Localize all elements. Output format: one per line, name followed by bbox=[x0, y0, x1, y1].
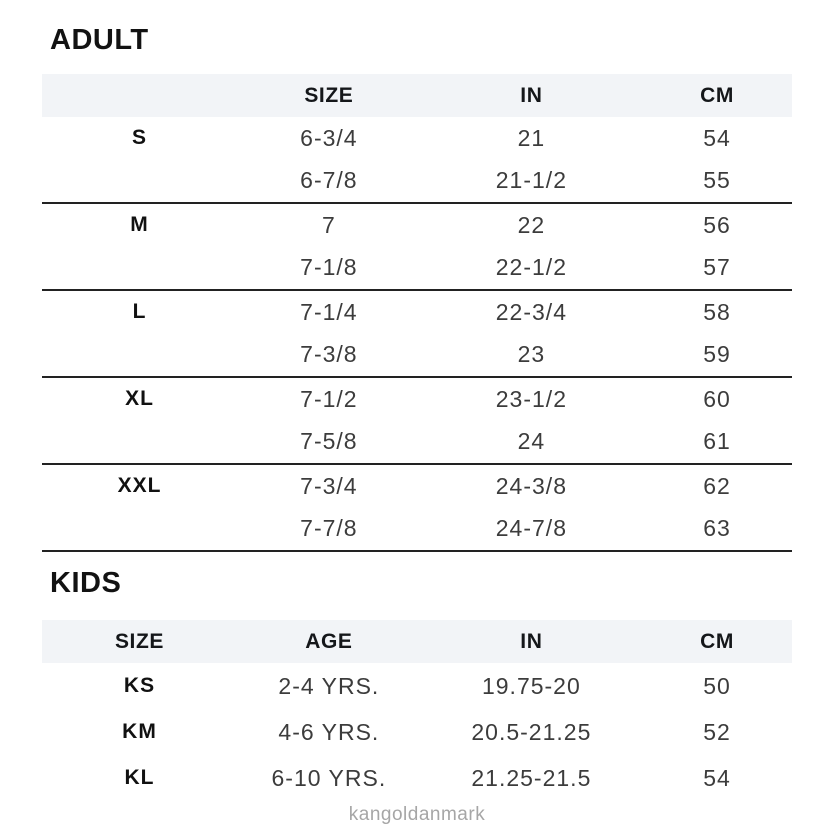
cell-cm: 57 bbox=[703, 254, 731, 281]
cell-in: 22-3/4 bbox=[495, 298, 567, 325]
adult-group-xxl bbox=[42, 465, 792, 552]
cell-cm: 56 bbox=[703, 211, 731, 238]
table-row bbox=[42, 204, 792, 247]
size-label: L bbox=[132, 300, 147, 324]
cell-in: 20.5-21.25 bbox=[471, 718, 592, 745]
table-row bbox=[42, 334, 792, 377]
cell-cm: 50 bbox=[703, 672, 731, 699]
cell-cm: 54 bbox=[703, 124, 731, 151]
table-row bbox=[42, 378, 792, 421]
cell-cm: 59 bbox=[703, 341, 731, 368]
size-label: M bbox=[130, 213, 149, 237]
cell-size: 7-1/8 bbox=[300, 254, 358, 281]
cell-in: 22-1/2 bbox=[495, 254, 567, 281]
cell-in: 19.75-20 bbox=[481, 672, 581, 699]
brand-watermark: kangoldanmark bbox=[348, 804, 486, 825]
cell-cm: 63 bbox=[703, 515, 731, 542]
cell-in: 24-7/8 bbox=[495, 515, 567, 542]
adult-group-l bbox=[42, 291, 792, 378]
cell-in: 23-1/2 bbox=[495, 385, 567, 412]
kids-header-cm: CM bbox=[700, 629, 734, 653]
cell-size: 7-7/8 bbox=[300, 515, 358, 542]
cell-in: 21 bbox=[517, 124, 546, 151]
kids-size-table bbox=[42, 620, 792, 801]
cell-cm: 55 bbox=[703, 167, 731, 194]
size-label: KS bbox=[123, 674, 156, 697]
adult-group-xl bbox=[42, 378, 792, 465]
cell-cm: 60 bbox=[703, 385, 731, 412]
table-row bbox=[42, 465, 792, 508]
table-row bbox=[42, 291, 792, 334]
kids-header-in: IN bbox=[520, 629, 543, 653]
cell-cm: 54 bbox=[703, 764, 731, 791]
cell-age: 4-6 YRS. bbox=[278, 718, 380, 745]
kids-table-header-row bbox=[42, 620, 792, 663]
size-label: S bbox=[131, 126, 147, 150]
adult-header-size: SIZE bbox=[304, 83, 354, 107]
kids-header-age: AGE bbox=[305, 629, 353, 653]
cell-cm: 52 bbox=[703, 718, 731, 745]
size-label: KL bbox=[124, 766, 155, 789]
cell-size: 7-1/4 bbox=[300, 298, 358, 325]
adult-group-s bbox=[42, 117, 792, 204]
cell-in: 21-1/2 bbox=[495, 167, 567, 194]
cell-size: 7-1/2 bbox=[300, 385, 358, 412]
table-row bbox=[42, 117, 792, 160]
cell-cm: 61 bbox=[703, 428, 731, 455]
adult-header-in: IN bbox=[520, 83, 543, 107]
table-row bbox=[42, 755, 792, 801]
adult-header-cm: CM bbox=[700, 83, 734, 107]
cell-cm: 58 bbox=[703, 298, 731, 325]
adult-size-table bbox=[42, 74, 792, 552]
table-row bbox=[42, 709, 792, 755]
cell-size: 7 bbox=[321, 211, 336, 238]
size-label: XL bbox=[125, 387, 154, 411]
cell-in: 23 bbox=[517, 341, 546, 368]
adult-section-title: ADULT bbox=[50, 24, 149, 56]
cell-size: 6-3/4 bbox=[300, 124, 358, 151]
cell-in: 21.25-21.5 bbox=[471, 764, 592, 791]
cell-in: 24-3/8 bbox=[495, 472, 567, 499]
cell-in: 24 bbox=[517, 428, 546, 455]
table-row bbox=[42, 663, 792, 709]
kids-section-title: KIDS bbox=[50, 567, 122, 599]
table-row bbox=[42, 421, 792, 464]
cell-size: 7-3/4 bbox=[300, 472, 358, 499]
cell-size: 7-5/8 bbox=[300, 428, 358, 455]
cell-age: 2-4 YRS. bbox=[278, 672, 380, 699]
cell-in: 22 bbox=[517, 211, 546, 238]
size-label: XXL bbox=[117, 474, 162, 498]
kids-header-size: SIZE bbox=[114, 629, 165, 653]
cell-size: 6-7/8 bbox=[300, 167, 358, 194]
adult-group-m bbox=[42, 204, 792, 291]
adult-table-header-row bbox=[42, 74, 792, 117]
table-row bbox=[42, 160, 792, 203]
cell-age: 6-10 YRS. bbox=[271, 764, 387, 791]
table-row bbox=[42, 508, 792, 551]
table-row bbox=[42, 247, 792, 290]
size-label: KM bbox=[122, 720, 157, 743]
cell-size: 7-3/8 bbox=[300, 341, 358, 368]
cell-cm: 62 bbox=[703, 472, 731, 499]
